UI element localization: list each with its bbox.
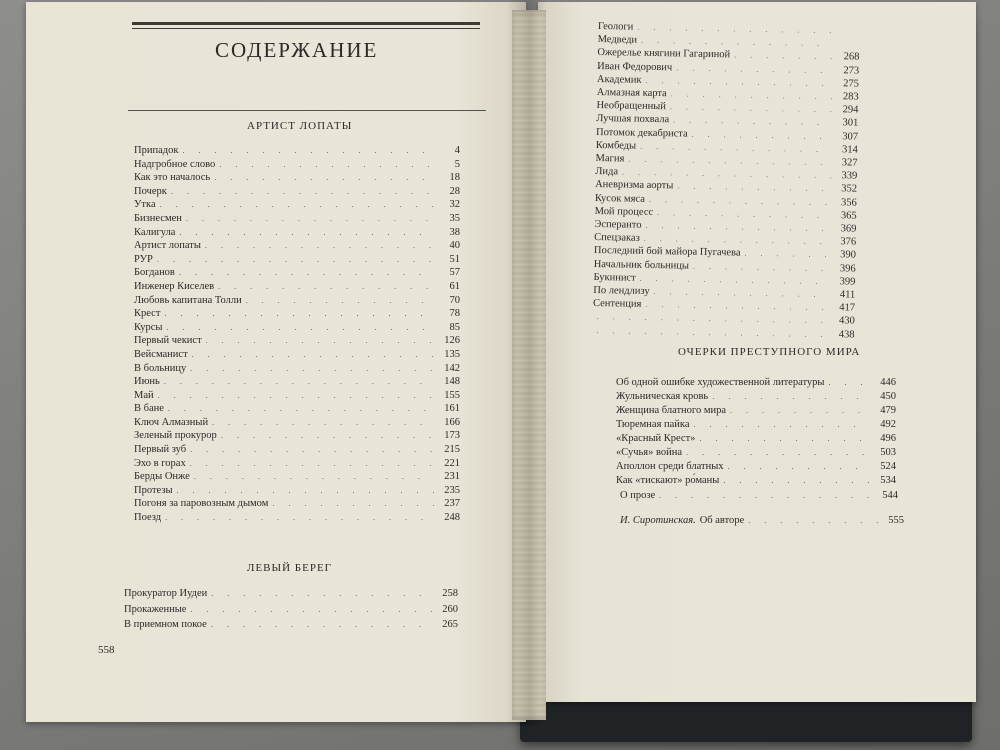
toc-entry — [134, 226, 460, 240]
toc-entry-page: 260 — [442, 603, 458, 615]
toc-entry-title: «Красный Крест» — [616, 433, 696, 444]
toc-entry-title: Июнь — [134, 376, 160, 388]
page-number-left: 558 — [98, 644, 115, 656]
toc-entry — [134, 429, 460, 443]
section-heading-left-bank: ЛЕВЫЙ БЕРЕГ — [247, 562, 333, 574]
toc-entry-title: Об авторе — [699, 515, 745, 526]
toc-entry-page: 339 — [841, 170, 858, 182]
toc-entry-title: Сентенция — [592, 298, 642, 311]
toc-entry-page: 503 — [880, 447, 896, 458]
toc-entry — [134, 348, 460, 362]
toc-entry-title: Эсперанто — [594, 219, 642, 231]
toc-entry-page: 283 — [842, 91, 859, 103]
toc-entry-title: Первый зуб — [134, 444, 187, 456]
toc-leader-dots — [182, 144, 434, 158]
toc-leader-dots — [246, 294, 434, 308]
toc-entry-page: 417 — [839, 302, 856, 314]
toc-leader-dots — [190, 362, 434, 376]
toc-entry — [134, 171, 460, 185]
toc-leader-dots — [168, 402, 434, 416]
toc-entry-page: 148 — [444, 376, 460, 388]
toc-entry-page: 265 — [442, 619, 458, 630]
toc-entry-page: 142 — [444, 362, 460, 374]
toc-entry-page: 356 — [841, 196, 857, 209]
toc-entry-title: Курсы — [134, 321, 163, 333]
toc-entry-page: 57 — [449, 267, 460, 279]
toc-entry — [134, 416, 460, 430]
toc-entry-title: В больницу — [134, 362, 187, 374]
toc-entry-page: 314 — [841, 144, 858, 156]
toc-entry — [134, 158, 460, 172]
toc-entry-page: 135 — [444, 348, 460, 360]
toc-entry-page: 173 — [444, 430, 460, 442]
toc-entry-title: Протезы — [134, 484, 173, 496]
toc-entry — [616, 376, 896, 390]
toc-leader-dots — [160, 198, 434, 212]
toc-entry — [134, 144, 460, 158]
toc-entry — [134, 321, 460, 335]
toc-entry-title: Богданов — [134, 267, 175, 279]
toc-entry-title: Академик — [596, 73, 642, 86]
toc-entry-page: 430 — [838, 315, 855, 327]
toc-leader-dots — [218, 280, 434, 294]
toc-leader-dots — [186, 212, 434, 226]
toc-entry-page: 235 — [444, 484, 460, 496]
toc-entry-title: Крест — [134, 308, 161, 320]
toc-entry-page: 35 — [449, 212, 460, 224]
toc-entry-page: 275 — [843, 78, 860, 90]
toc-entry-page: 555 — [888, 515, 904, 526]
toc-leader-dots — [686, 446, 870, 460]
toc-entry-page: 450 — [880, 391, 896, 402]
toc-entry — [124, 602, 458, 618]
toc-entry-page: 496 — [880, 433, 896, 444]
toc-entry-title: Потомок декабриста — [595, 126, 688, 140]
toc-entry — [134, 266, 460, 280]
toc-entry-title: РУР — [134, 253, 153, 265]
toc-leader-dots — [659, 489, 872, 503]
toc-entry — [134, 389, 460, 403]
toc-entry-title: Прокаженные — [124, 603, 187, 615]
toc-entry-title: Спецзаказ — [594, 232, 640, 245]
toc-entry-page: 32 — [449, 199, 460, 211]
toc-entry-page: 126 — [444, 335, 460, 347]
toc-entry-title: Геологи — [597, 20, 634, 33]
toc-entry — [134, 497, 460, 511]
toc-leader-dots — [211, 617, 432, 633]
toc-entry-title: Мой процесс — [594, 205, 654, 218]
toc-entry-page: 411 — [839, 289, 856, 301]
toc-entry-page: 248 — [444, 512, 460, 524]
toc-entry-title: Последний бой майора Пугачева — [593, 245, 741, 259]
toc-entry-page: 78 — [449, 308, 460, 320]
toc-leader-dots — [164, 375, 434, 389]
toc-entry-title: Бизнесмен — [134, 212, 182, 224]
toc-entry-page: 38 — [449, 226, 460, 238]
toc-entry-page: 446 — [880, 377, 896, 388]
toc-entry — [134, 457, 460, 471]
toc-entry — [134, 443, 460, 457]
toc-entry-title: Медведи — [597, 34, 638, 46]
toc-entry-title: Алмазная карта — [596, 87, 667, 100]
toc-entry-page: 18 — [449, 172, 460, 184]
toc-leader-dots — [171, 185, 434, 199]
toc-entry — [134, 212, 460, 226]
toc-entry-page: 534 — [880, 475, 896, 486]
toc-entry-title: Аневризма аорты — [595, 179, 674, 192]
toc-entry — [134, 307, 460, 321]
toc-entry-page: 85 — [449, 321, 460, 333]
toc-entry-title: Утка — [134, 199, 156, 211]
toc-entry-page: 258 — [442, 588, 458, 599]
toc-entry-page: 369 — [840, 223, 857, 235]
toc-leader-dots — [179, 266, 434, 280]
toc-entry-page: 61 — [449, 280, 460, 292]
toc-leader-dots — [165, 511, 434, 525]
toc-entry — [616, 474, 896, 488]
toc-entry-page: 399 — [839, 276, 856, 288]
toc-entry — [134, 511, 460, 525]
toc-entry-page: 376 — [840, 236, 857, 248]
header-rule-thin — [132, 28, 480, 29]
toc-leader-dots — [164, 307, 434, 321]
toc-entry-title: Почерк — [134, 185, 167, 197]
toc-entry — [616, 432, 896, 446]
toc-leader-dots — [712, 390, 870, 404]
toc-entry — [620, 514, 904, 528]
toc-entry-title: Артист лопаты — [134, 240, 201, 252]
toc-entry-title: Май — [134, 389, 154, 401]
toc-entry-page: 294 — [842, 104, 859, 116]
toc-entry-title: Необращенный — [596, 100, 666, 113]
toc-entry-title: Зеленый прокурор — [134, 430, 217, 442]
toc-entry-title: Инженер Киселев — [134, 280, 215, 292]
toc-entry-title: Надгробное слово — [134, 158, 216, 170]
toc-entry-title: Комбеды — [595, 139, 637, 152]
toc-entry-title: Лучшая похвала — [596, 113, 670, 126]
toc-entry-title: Берды Онже — [134, 471, 190, 483]
toc-entry-title: Ожерелье княгини Гагариной — [597, 47, 731, 61]
toc-entry-page: 221 — [444, 457, 460, 469]
toc-entry — [134, 470, 460, 484]
toc-entry-page: 5 — [454, 158, 460, 170]
toc-entry-title: Любовь капитана Толли — [134, 294, 242, 306]
toc-entry-page: 215 — [444, 444, 460, 456]
toc-entry — [134, 239, 460, 253]
toc-entry-title: Аполлон среди блатных — [616, 461, 724, 472]
toc-entry-title: Женщина блатного мира — [616, 405, 727, 416]
toc-prose — [620, 489, 898, 503]
toc-entry-title: Жульническая кровь — [616, 391, 709, 402]
toc-entry-page: 40 — [449, 240, 460, 252]
toc-entry-title: Тюремная пайка — [616, 419, 690, 430]
toc-entry-title: Как это началось — [134, 172, 211, 184]
toc-leader-dots — [190, 443, 434, 457]
toc-entry — [616, 460, 896, 474]
toc-entry-page: 51 — [449, 253, 460, 265]
toc-entry-author: И. Сиротинская. — [620, 515, 696, 526]
toc-leader-dots — [723, 474, 870, 488]
toc-entry-title: В бане — [134, 403, 164, 415]
toc-entry-page: 307 — [842, 130, 859, 143]
toc-entry — [134, 484, 460, 498]
toc-entry-page: 28 — [449, 185, 460, 197]
toc-leader-dots — [211, 586, 432, 602]
toc-entry-page: 524 — [880, 461, 896, 472]
toc-entry-page: 70 — [449, 294, 460, 306]
toc-leader-dots — [214, 171, 434, 185]
toc-leader-dots — [158, 389, 434, 403]
toc-entry-page: 365 — [840, 210, 857, 222]
toc-entry-title: Лида — [595, 166, 619, 178]
toc-leader-dots — [221, 429, 434, 443]
toc-entry-title: Начальник больницы — [593, 258, 690, 272]
toc-leader-dots — [219, 158, 434, 172]
toc-list-left-bank — [124, 586, 458, 633]
toc-entry-page: 155 — [444, 389, 460, 401]
toc-leader-dots — [190, 602, 432, 618]
toc-entry-page: 166 — [444, 416, 460, 428]
toc-leader-dots — [728, 460, 870, 474]
toc-entry-title: По лендлизу — [593, 285, 650, 298]
toc-entry-page: 161 — [444, 403, 460, 415]
toc-entry — [134, 402, 460, 416]
toc-entry-title: Погоня за паровозным дымом — [134, 498, 269, 510]
toc-entry-page: 438 — [838, 328, 855, 341]
toc-leader-dots — [177, 484, 434, 498]
toc-entry-title: Об одной ошибке художественной литературы — [616, 377, 825, 388]
toc-entry-title: Первый чекист — [134, 335, 202, 347]
toc-entry — [616, 404, 896, 418]
toc-leader-dots — [179, 226, 434, 240]
toc-entry-page: 390 — [840, 249, 857, 261]
toc-list-artist — [134, 144, 460, 525]
toc-entry — [620, 489, 898, 503]
toc-entry-title: Калигула — [134, 226, 176, 238]
toc-leader-dots — [192, 348, 434, 362]
toc-entry-title: Иван Федорович — [597, 60, 673, 73]
toc-entry-title: Как «тискают» ро́маны — [616, 475, 720, 486]
toc-entry-title: «Сучья» война — [616, 447, 683, 458]
toc-entry-page: 231 — [444, 471, 460, 483]
toc-entry-page: 492 — [880, 419, 896, 430]
toc-entry — [616, 446, 896, 460]
toc-leader-dots — [190, 457, 434, 471]
toc-leader-dots — [730, 404, 870, 418]
toc-entry — [616, 418, 896, 432]
toc-entry-page: 396 — [839, 262, 856, 275]
toc-entry — [134, 280, 460, 294]
toc-list-right-top — [592, 20, 859, 341]
contents-title: СОДЕРЖАНИЕ — [215, 38, 379, 62]
toc-leader-dots — [272, 497, 434, 511]
toc-author — [620, 514, 904, 528]
toc-leader-dots — [828, 376, 870, 390]
toc-entry-title: Букинист — [593, 271, 636, 284]
toc-entry-title: В приемном покое — [124, 619, 207, 630]
toc-list-criminal-world — [616, 376, 896, 488]
toc-entry — [134, 334, 460, 348]
toc-entry-page: 273 — [843, 64, 860, 77]
header-rule-thick — [132, 22, 480, 25]
toc-leader-dots — [694, 418, 870, 432]
toc-leader-dots — [205, 239, 434, 253]
toc-leader-dots — [212, 416, 434, 430]
toc-entry — [124, 617, 458, 633]
toc-entry-title: Припадок — [134, 145, 179, 156]
toc-entry-title: Кусок мяса — [594, 192, 646, 205]
toc-entry-title: Ключ Алмазный — [134, 416, 209, 428]
fold-shadow — [506, 0, 546, 725]
toc-entry-title: О прозе — [620, 490, 656, 501]
toc-entry — [134, 253, 460, 267]
toc-entry — [124, 586, 458, 602]
toc-entry — [616, 390, 896, 404]
toc-entry-title: Магия — [595, 153, 625, 165]
toc-entry — [134, 198, 460, 212]
toc-entry-page: 352 — [841, 183, 858, 195]
toc-leader-dots — [166, 321, 434, 335]
toc-entry-page: 544 — [882, 490, 898, 501]
toc-entry-page: 479 — [880, 405, 896, 416]
toc-leader-dots — [194, 470, 434, 484]
toc-entry — [134, 362, 460, 376]
toc-entry — [134, 375, 460, 389]
toc-entry-page: 301 — [842, 117, 859, 129]
toc-entry — [134, 185, 460, 199]
section-heading-artist: АРТИСТ ЛОПАТЫ — [247, 120, 353, 132]
toc-entry-title: Прокуратор Иудеи — [124, 588, 208, 599]
toc-leader-dots — [748, 514, 878, 528]
toc-entry-title: Эхо в горах — [134, 457, 186, 469]
toc-entry-page: 237 — [444, 498, 460, 510]
toc-leader-dots — [157, 253, 434, 267]
toc-entry-page: 268 — [843, 51, 860, 63]
toc-entry-page: 4 — [454, 145, 460, 156]
toc-entry-page: 327 — [841, 157, 858, 169]
toc-entry — [134, 294, 460, 308]
toc-entry-title: Вейсманист — [134, 348, 188, 360]
toc-leader-dots — [699, 432, 870, 446]
section-heading-criminal-world: ОЧЕРКИ ПРЕСТУПНОГО МИРА — [678, 346, 861, 358]
toc-leader-dots — [206, 334, 434, 348]
toc-entry-title: Поезд — [134, 512, 162, 524]
header-rule-bottom — [128, 110, 486, 111]
